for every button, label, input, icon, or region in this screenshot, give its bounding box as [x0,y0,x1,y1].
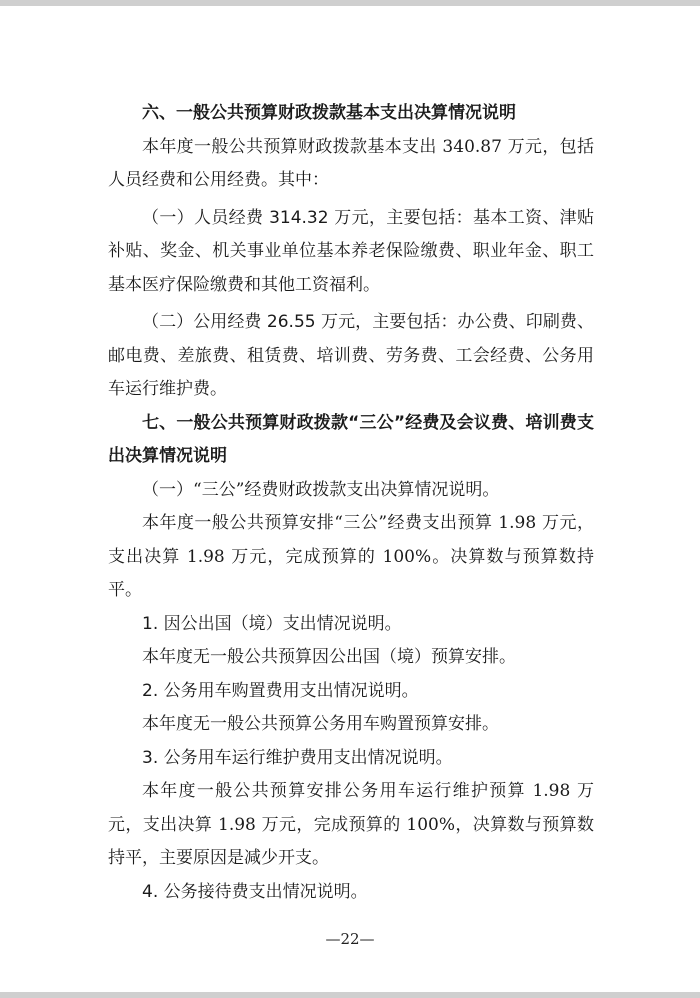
document-body [108,97,594,909]
item-vehicle-operation: 3. 公务用车运行维护费用支出情况说明。 [142,747,453,768]
paragraph-three-public-title: （一）“三公”经费财政拨款支出决算情况说明。 [142,479,500,500]
paragraph-vehicle-purchase: 本年度无一般公共预算公务用车购置预算安排。 [142,714,499,734]
item-reception-expenses: 4. 公务接待费支出情况说明。 [142,881,368,902]
paragraph-three-public-budget: 本年度一般公共预算安排“三公”经费支出预算 1.98 万元，支出决算 1.98 万元，完成预算的 100%。决算数与预算数持平。 [108,513,594,600]
section-heading-6: 六、一般公共预算财政拨款基本支出决算情况说明 [142,103,516,123]
paragraph-overseas-trips: 本年度无一般公共预算因公出国（境）预算安排。 [142,647,516,667]
item-overseas-trips: 1. 因公出国（境）支出情况说明。 [142,613,402,634]
paragraph-personnel-expenses: （一）人员经费 314.32 万元，主要包括：基本工资、津贴补贴、奖金、机关事业单位基本养老保险缴费、职业年金、职工基本医疗保险缴费和其他工资福利。 [108,207,594,295]
page-number: —22— [325,930,375,948]
item-vehicle-purchase: 2. 公务用车购置费用支出情况说明。 [142,680,419,701]
section-heading-7: 七、一般公共预算财政拨款“三公”经费及会议费、培训费支出决算情况说明 [108,412,594,466]
paragraph-basic-expenditure: 本年度一般公共预算财政拨款基本支出 340.87 万元，包括人员经费和公用经费。其中： [108,136,594,190]
paragraph-vehicle-operation: 本年度一般公共预算安排公务用车运行维护预算 1.98 万元，支出决算 1.98 万元，完成预算的 100%，决算数与预算数持平，主要原因是减少开支。 [108,781,594,868]
paragraph-public-expenses: （二）公用经费 26.55 万元，主要包括：办公费、印刷费、邮电费、差旅费、租赁费、培训费、劳务费、工会经费、公务用车运行维护费。 [108,312,594,399]
document-page [0,6,700,992]
